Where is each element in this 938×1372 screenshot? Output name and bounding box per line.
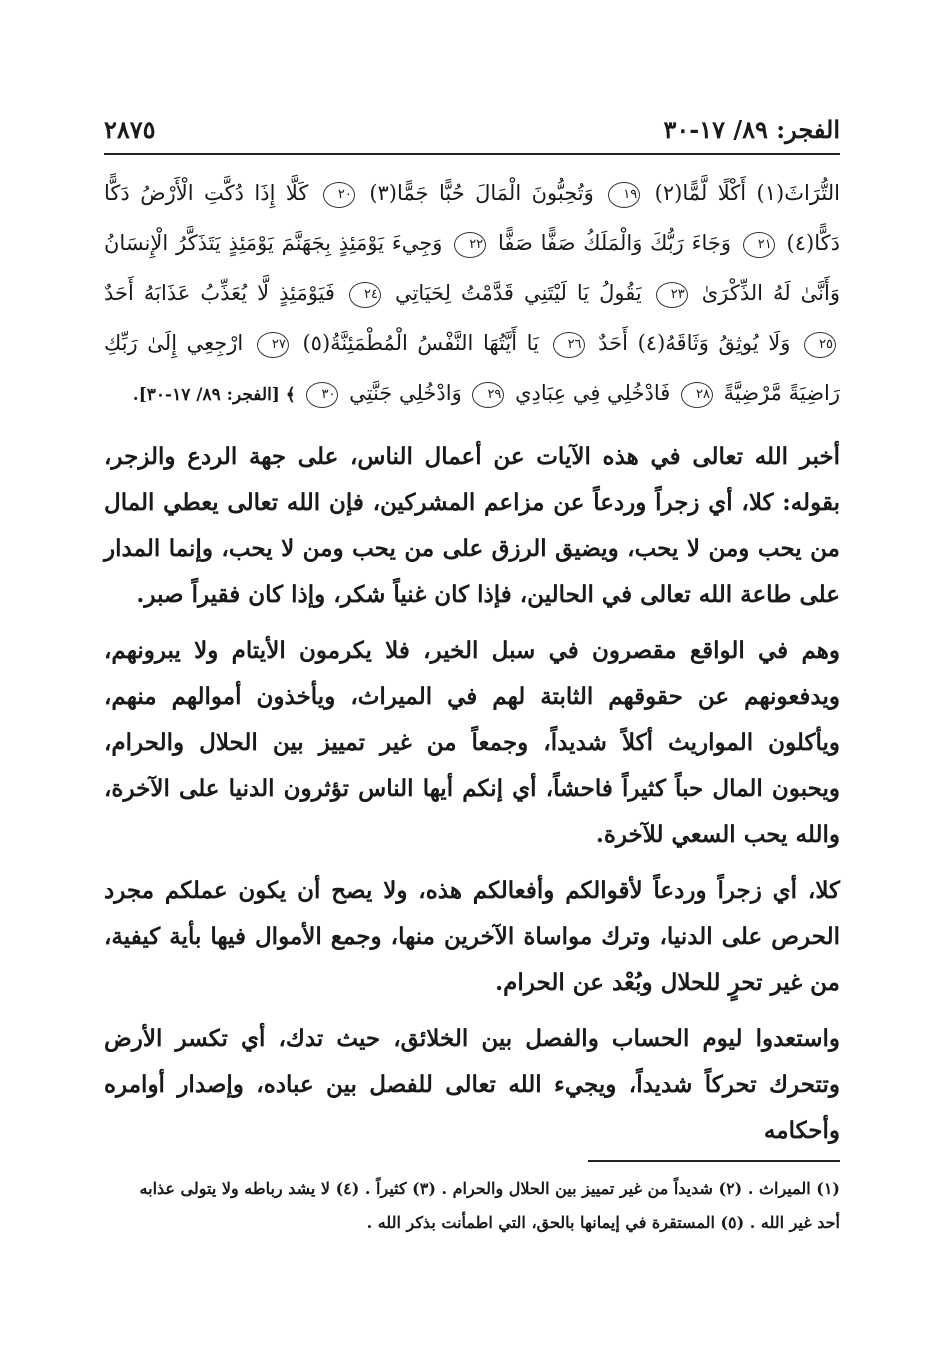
footnote-rule — [588, 1160, 840, 1162]
footnotes — [104, 1172, 840, 1240]
verse-text: وَجِيءَ يَوْمَئِذٍ بِجَهَنَّمَ يَوْمَئِذٍ يَتَذَكَّرُ الْإِنسَانُ وَأَنَّىٰ لَهُ الذِّكْرَىٰ — [104, 231, 841, 305]
footnote-line: (١) الميراث . (٢) شديداً من غير تمييز بين الحلال والحرام . (٣) كثيراً . (٤) لا يشد رباطه ولا يتولى عذابه — [139, 1179, 840, 1198]
page-header — [104, 112, 840, 148]
ayah-number-marker: ٢٧ — [257, 332, 289, 358]
verse-reference: ﴾ [الفجر: ٨٩/ ١٧-٣٠]. — [132, 385, 296, 405]
verse-text: وَجَاءَ رَبُّكَ وَالْمَلَكُ صَفًّا صَفًّا — [497, 231, 731, 255]
ayah-number-marker: ٢٨ — [681, 382, 713, 408]
header-rule — [104, 153, 840, 155]
footnote-line: أحد غير الله . (٥) المستقرة في إيمانها بالحق، التي اطمأنت بذكر الله . — [366, 1213, 840, 1232]
commentary-paragraph: كلا، أي زجراً وردعاً لأقوالكم وأفعالكم هذه، ولا يصح أن يكون عملكم مجرد الحرص على الدنيا، وترك مواساة الآخرين منها، وجمع الأموال فيها بأية كيفية، من غير تحرٍ للحلال وبُعْد عن الحرام. — [104, 877, 840, 996]
verse-text: كَلَّا إِذَا دُكَّتِ الْأَرْضُ دَكًّا دَكًّا(٤) — [104, 181, 840, 255]
ayah-number-marker: ١٩ — [608, 182, 640, 208]
verse-text: وَادْخُلِي جَنَّتِي — [349, 381, 462, 405]
verse-text: يَقُولُ يَا لَيْتَنِي قَدَّمْتُ لِحَيَاتِي — [394, 281, 642, 305]
commentary-paragraph: وهم في الواقع مقصرون في سبل الخير، فلا يكرمون الأيتام ولا يبرونهم، ويدفعونهم عن حقوقهم الثابتة لهم في الميراث، ويأخذون أموالهم منهم، ويأكلون المواريث أكلاً شديداً، وجمعاً من غير تمييز بين الحلال والحرام، ويحبون المال حباً كثيراً فاحشاً، أي إنكم أيها الناس تؤثرون الدنيا على الآخرة، والله يحب السعي للآخرة. — [104, 637, 840, 848]
commentary-paragraph: أخبر الله تعالى في هذه الآيات عن أعمال الناس، على جهة الردع والزجر، بقوله: كلا، أي زجراً وردعاً عن مزاعم المشركين، فإن الله تعالى يعطي المال من يحب ومن لا يحب، ويضيق الرزق على من يحب ومن لا يحب، وإنما المدار على طاعة الله تعالى في الحالين، فإذا كان غنياً شكر، وإذا كان فقيراً صبر. — [104, 443, 840, 608]
verse-text: وَلَا يُوثِقُ وَثَاقَهُ(٤) أَحَدٌ — [598, 331, 791, 355]
ayah-number-marker: ٣٠ — [306, 382, 338, 408]
ayah-number-marker: ٢٠ — [323, 182, 355, 208]
ayah-number-marker: ٢٦ — [553, 332, 585, 358]
verse-text: فَيَوْمَئِذٍ لَّا يُعَذِّبُ عَذَابَهُ أَحَدٌ — [104, 281, 335, 305]
verse-text: يَا أَيَّتُهَا النَّفْسُ الْمُطْمَئِنَّةُ(٥) — [302, 331, 539, 355]
running-head: الفجر: ٨٩/ ١٧-٣٠ — [663, 115, 840, 144]
page-number: ٢٨٧٥ — [104, 115, 156, 144]
commentary-paragraph: واستعدوا ليوم الحساب والفصل بين الخلائق، حيث تدك، أي تكسر الأرض وتتحرك تحركاً شديداً، ويجيء الله تعالى للفصل بين عباده، وإصدار أوامره وأحكامه — [104, 1025, 840, 1144]
ayah-number-marker: ٢٢ — [454, 232, 486, 258]
page-body — [104, 168, 840, 1164]
verse-text: وَتُحِبُّونَ الْمَالَ حُبًّا جَمًّا(٣) — [369, 181, 594, 205]
verse-text: فَادْخُلِي فِي عِبَادِي — [515, 381, 671, 405]
ayah-number-marker: ٢٣ — [656, 282, 688, 308]
ayah-number-marker: ٢١ — [743, 232, 775, 258]
verse-text: ارْجِعِي إِلَىٰ رَبِّكِ رَاضِيَةً مَّرْضِيَّةً — [104, 331, 840, 405]
ayah-number-marker: ٢٩ — [472, 382, 504, 408]
ayah-number-marker: ٢٤ — [349, 282, 381, 308]
ayah-number-marker: ٢٥ — [804, 332, 836, 358]
verse-text: التُّرَاثَ(١) أَكْلًا لَّمًّا(٢) — [654, 181, 840, 205]
quran-verses — [104, 168, 840, 420]
